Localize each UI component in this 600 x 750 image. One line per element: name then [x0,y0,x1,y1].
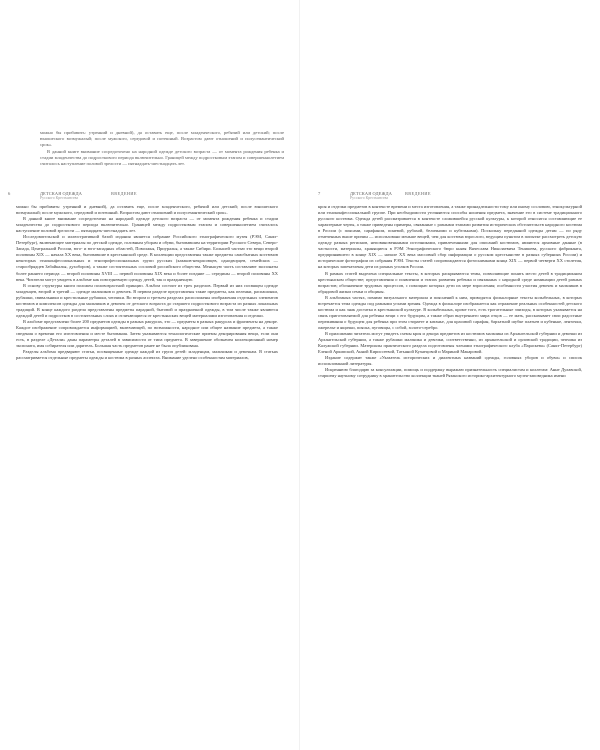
paragraph: В альбоме представлено более 200 предметов одежды в разных ракурсах, это — предметы в разных ракурсах и фрагменты на декоре. Каждое изображение сопровождается информацией, включающей, по возможности, народное или общее название предмета, а также сведения о времени его изготовления и месте бытования. Затем указываются технологические приемы декорирования вещи, если они есть, в разделе «Детали» даны параметры деталей в зависимости от типа предмета. В завершение обозначен коллекционный номер экспоната, имя собирателя или даритель. Большая часть предметов ранее не была опубликована. [16,318,278,349]
paragraph: В данной книге внимание сосредоточено на народной одежде детского возраста — от момента рождения ребенка и стадии младенчества до подросткового периода включительно. Границей между подростковым этапом и совершеннолетием считалось наступление половой зрелости — пятнадцать-шестнадцать лет. [16,216,278,234]
section-title: ВВЕДЕНИЕ [405,191,431,196]
series-subtitle: Русского Крестьянства [350,196,388,200]
paragraph: Искреннюю благодарю за консультации, помощь и поддержку выражаю признательность специалистам и коллегам: Анне Дулавской, старшему научному сотруднику в хранительство коллекции тканей Рязанского историко-архитектурного музея-заповедника имени [318,367,582,379]
paragraph: В рамках статей выделена специальные тексты, в которых раскрываются темы, позволяющие понять место детей в традиционном крестьянском обществе; представления о появлении и этапах развития ребенка и связанных с народной среде номинации детей разных возрастов; обозначение трудовых процессов, с помощью которых дети их мере взросления; особенности участия девочек и мальчиков в обрядовой жизни семьи и общины. [318,270,582,294]
series-subtitle: Русского Крестьянства [40,196,78,200]
paragraph: Разделы альбома предваряют статьи, посвященные одежде каждой из групп детей: младенцам, мальчикам и девочкам. В статьях рассматривается отдельные предметы одежды и костюма в разных аспектах. Внимание уделено особенностям материалов, [16,349,278,361]
paragraph: можно бы прибавить: утренний и дневной), да оставить еще, после младенческого, ребячий или детский; после юношеского возмужалый; после мужского, середовой и потешный. Возрастом дают отношений и полусемантический срок». [16,204,278,216]
section-title: ВВЕДЕНИЕ [111,191,137,196]
paragraph: Издание содержит также «Указатель исторических и диалектных названий одежды, головных уборов и обуви» и список использованной литературы. [318,355,582,367]
series-title: ДЕТСКАЯ ОДЕЖДА [350,191,393,196]
running-head-left [8,191,288,203]
right-page [300,0,600,750]
top-fragment-line: можно бы прибавить: утренний и дневной), да оставить еще, после младенческого, ребячий или детский; после юношеского возмужалый; после мужского, середовой и потешный. Возрастом дают отношений и полусемантический срок». [40,130,284,148]
top-fragment-line: В данной книге внимание сосредоточено на народной одежде детского возраста — от момента рождения ребенка и стадии младенчества до подросткового периода включительно. Границей между подростковым этапом и совершеннолетием считалось наступление половой зрелости — пятнадцать-шестнадцать лет. [40,148,284,167]
paragraph: В приложении читатель могут увидеть схемы кроя и декора предметов из костюмов мальчика из Архангельской губернии и девочки из Архангельской губернии, а также рубашки мальчика и девочки, соответственно, из архангельской и орловской традиции, чепчика из Калужской губернии. Материалы практического раздела подготовлены членами этнографического клуба «Параскева» (Санкт-Петербург) Еленой Аркипской, Анной Кириссеевой, Татьяной Кузнецовой и Мариной Макаровой. [318,330,582,355]
paragraph: В основу структуры книги положен половозрастной принцип. Альбом состоит из трех разделов. Первый из них посвящен одежде младенцев, второй и третий — одежде мальчиков и девочек. В первом разделе представлены такие предметы, как пеленки, распашонки, рубашки, свивальники и крестильные рубашки, чепчики. Во втором и третьем разделах расположены изображения отдельных элементов костюмов и комплексов одежды для мальчиков и девочек от детского возраста до старшего подросткового возраста из разных локальных традиций. В конце каждого раздела представлены предметы парадной, бытовой и праздничной одежды, в том числе также являются одеждой детей и подростков в состоятельных слоях и отличающиеся от крестьянских вещей материалами изготовления и отделки. [16,282,278,318]
series-title: ДЕТСКАЯ ОДЕЖДА [40,191,83,196]
right-body-text [318,204,582,379]
paragraph: кроя и отделки предметов в контексте времени и места изготовления, а также принадлежности тому или иному сословию, этнокультурной или этноконфессиональной группе. При необходимости уточняются способы ношения предмета, значение его в системе традиционного русского костюма. Одежда детей рассматривается в контексте сложившейся русской культуры, к которой относятся составляющие ее характерные черты, а также приведены примеры, связанные с разными этапами развития исторических обстоятельств народного костюма в России (с поясами, сарафаном, поневой, рубахой, беличьими и кубельками). Поскольку переданной одежды детям — по ряду отмеченных выше причин — использовано меньше вещей, чем для костюма взрослого, ведущим пунктом в попытке рассмотреть детскую одежду разных регионов, неповиновеннными источниками, привлеченными для описаний костюмов, являются архивные данные (в частности, материалы, хранящиеся в РЭМ Этнографического бюро князя Вячеслава Николаевича Тенишева, русского фабриканта, предпринявшего в конце XIX — начале XX века массовый сбор информации о русском крестьянстве в разных губерниях России) и исторические фотографии из собрания РЭМ. Тексты статей сопровождаются фотоснимками конца XIX — первой четверти XX столетия, на которых запечатлены дети из разных уголков России. [318,204,582,270]
paragraph: В альбомных частях, помимо визуального материала и пояснений к ним, приводятся фольклорные тексты колыбельных, в которых встречается тема одежды под разными углами зрения. Одежда в фольклоре изображается как отражение реальных особенностей детского костюма и как знак достатка в крестьянской культуре. В колыбельных, кроме того, есть трогательные эпизоды, в которых указывается на связь приготовляемой для ребенка вещи с его будущим, а также образ внутреннего мира отцов — ее мать, рассказывает свои радостные переживания о будущем для ребенка при этом стираете и катанье, для красивой сарафан, бархатной шубке платьев и кубеньке, ленточки, ожерелье и ящички, пояска, пуговицы, с собой, золото-серебро. [318,294,582,330]
paragraph: Исследовательской и иллюстративной базой издания является собрание Российского этнографического музея (РЭМ, Санкт-Петербург), включающее материалы по детской одежде, головным уборам и обуви, бытовавшим на территории Русского Севера, Северо-Запада, Центральной России, юго- и юго-западных областей, Поволжья, Приуралья, а также Сибири. Большей частью это вещи второй половины XIX — начала XX века, бытовавшие в крестьянской среде. В коллекции представлены также предметы самобытных костюмов некоторых этноконфессиональных и этнопрофессиональных групп русских (казаков-некрасовцев, однодворцев, семейских — старообрядцев Забайкалья, духоборов), а также состоятельных сословий российского общества. Меньшую часть составляют экспонаты более раннего периода — второй половины XVIII — первой половины XIX века и более поздние — середины — второй половины XX века. Читатели могут увидеть в альбоме как повседневную одежду детей, так и праздничную. [16,234,278,282]
left-body-text [16,204,278,361]
page-number: 6 [8,191,11,196]
top-fragment [40,130,284,167]
page-number: 7 [318,191,321,196]
running-head-right [318,191,598,203]
